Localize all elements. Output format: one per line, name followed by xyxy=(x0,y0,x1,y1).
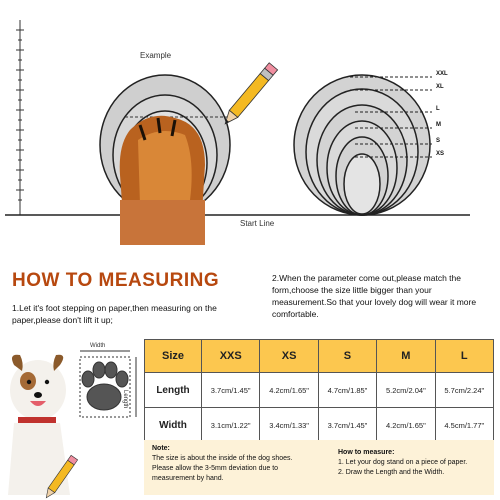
table-row xyxy=(145,373,494,408)
paw-length-label: Length xyxy=(122,390,128,409)
dog-illustration xyxy=(0,335,145,500)
how-to-section xyxy=(338,448,498,478)
size-label-l: L xyxy=(436,106,440,112)
inches-label xyxy=(0,165,1,190)
header-cell: Size xyxy=(145,340,202,373)
note-section xyxy=(152,444,322,484)
note-line: Please allow the 3-5mm deviation due to measurement by hand. xyxy=(152,465,279,482)
size-label-xs: XS xyxy=(436,151,445,157)
size-circles xyxy=(294,75,430,215)
table-cell: 3.7cm/1.45" xyxy=(318,408,376,443)
header-cell: XS xyxy=(260,340,318,373)
size-label-xxl: XXL xyxy=(436,71,448,77)
dog-paw-photo xyxy=(120,116,205,245)
header-cell: S xyxy=(318,340,376,373)
size-label-xl: XL xyxy=(436,84,444,90)
note-line: The size is about the inside of the dog shoes. xyxy=(152,455,293,462)
table-cell: 4.2cm/1.65" xyxy=(377,408,435,443)
step-2-text: 2.When the parameter come out,please match the form,choose the size little bigger than your measurement.So that your lovely dog will wear it more comfortable. xyxy=(272,273,477,319)
table-cell: 3.1cm/1.22" xyxy=(202,408,260,443)
size-table xyxy=(144,339,494,443)
table-row xyxy=(145,408,494,443)
how-to-line: 2. Draw the Length and the Width. xyxy=(338,469,445,476)
pencil-icon xyxy=(221,63,278,128)
table-cell: 4.2cm/1.65" xyxy=(260,373,318,408)
header-cell: XXS xyxy=(202,340,260,373)
note-title: Note: xyxy=(152,445,170,452)
header-cell: M xyxy=(377,340,435,373)
table-cell: 3.4cm/1.33" xyxy=(260,408,318,443)
table-header-row xyxy=(145,340,494,373)
size-label-s: S xyxy=(436,138,441,144)
table-cell: 3.7cm/1.45" xyxy=(202,373,260,408)
paw-width-label: Width xyxy=(90,343,106,349)
row-label: Width xyxy=(145,408,202,443)
example-label: Example xyxy=(140,51,172,60)
row-label: Length xyxy=(145,373,202,408)
table-cell: 5.2cm/2.04" xyxy=(377,373,435,408)
page-title: HOW TO MEASURING xyxy=(12,270,220,291)
start-line-label: Start Line xyxy=(240,219,275,228)
table-cell: 4.7cm/1.85" xyxy=(318,373,376,408)
step-1-text: 1.Let it's foot stepping on paper,then measuring on the paper,please don't lift it up; xyxy=(12,303,217,325)
how-to-line: 1. Let your dog stand on a piece of paper. xyxy=(338,459,468,466)
size-label-m: M xyxy=(436,122,441,128)
header-cell: L xyxy=(435,340,493,373)
table-cell: 5.7cm/2.24" xyxy=(435,373,493,408)
table-cell: 4.5cm/1.77" xyxy=(435,408,493,443)
how-to-title: How to measure: xyxy=(338,449,395,456)
